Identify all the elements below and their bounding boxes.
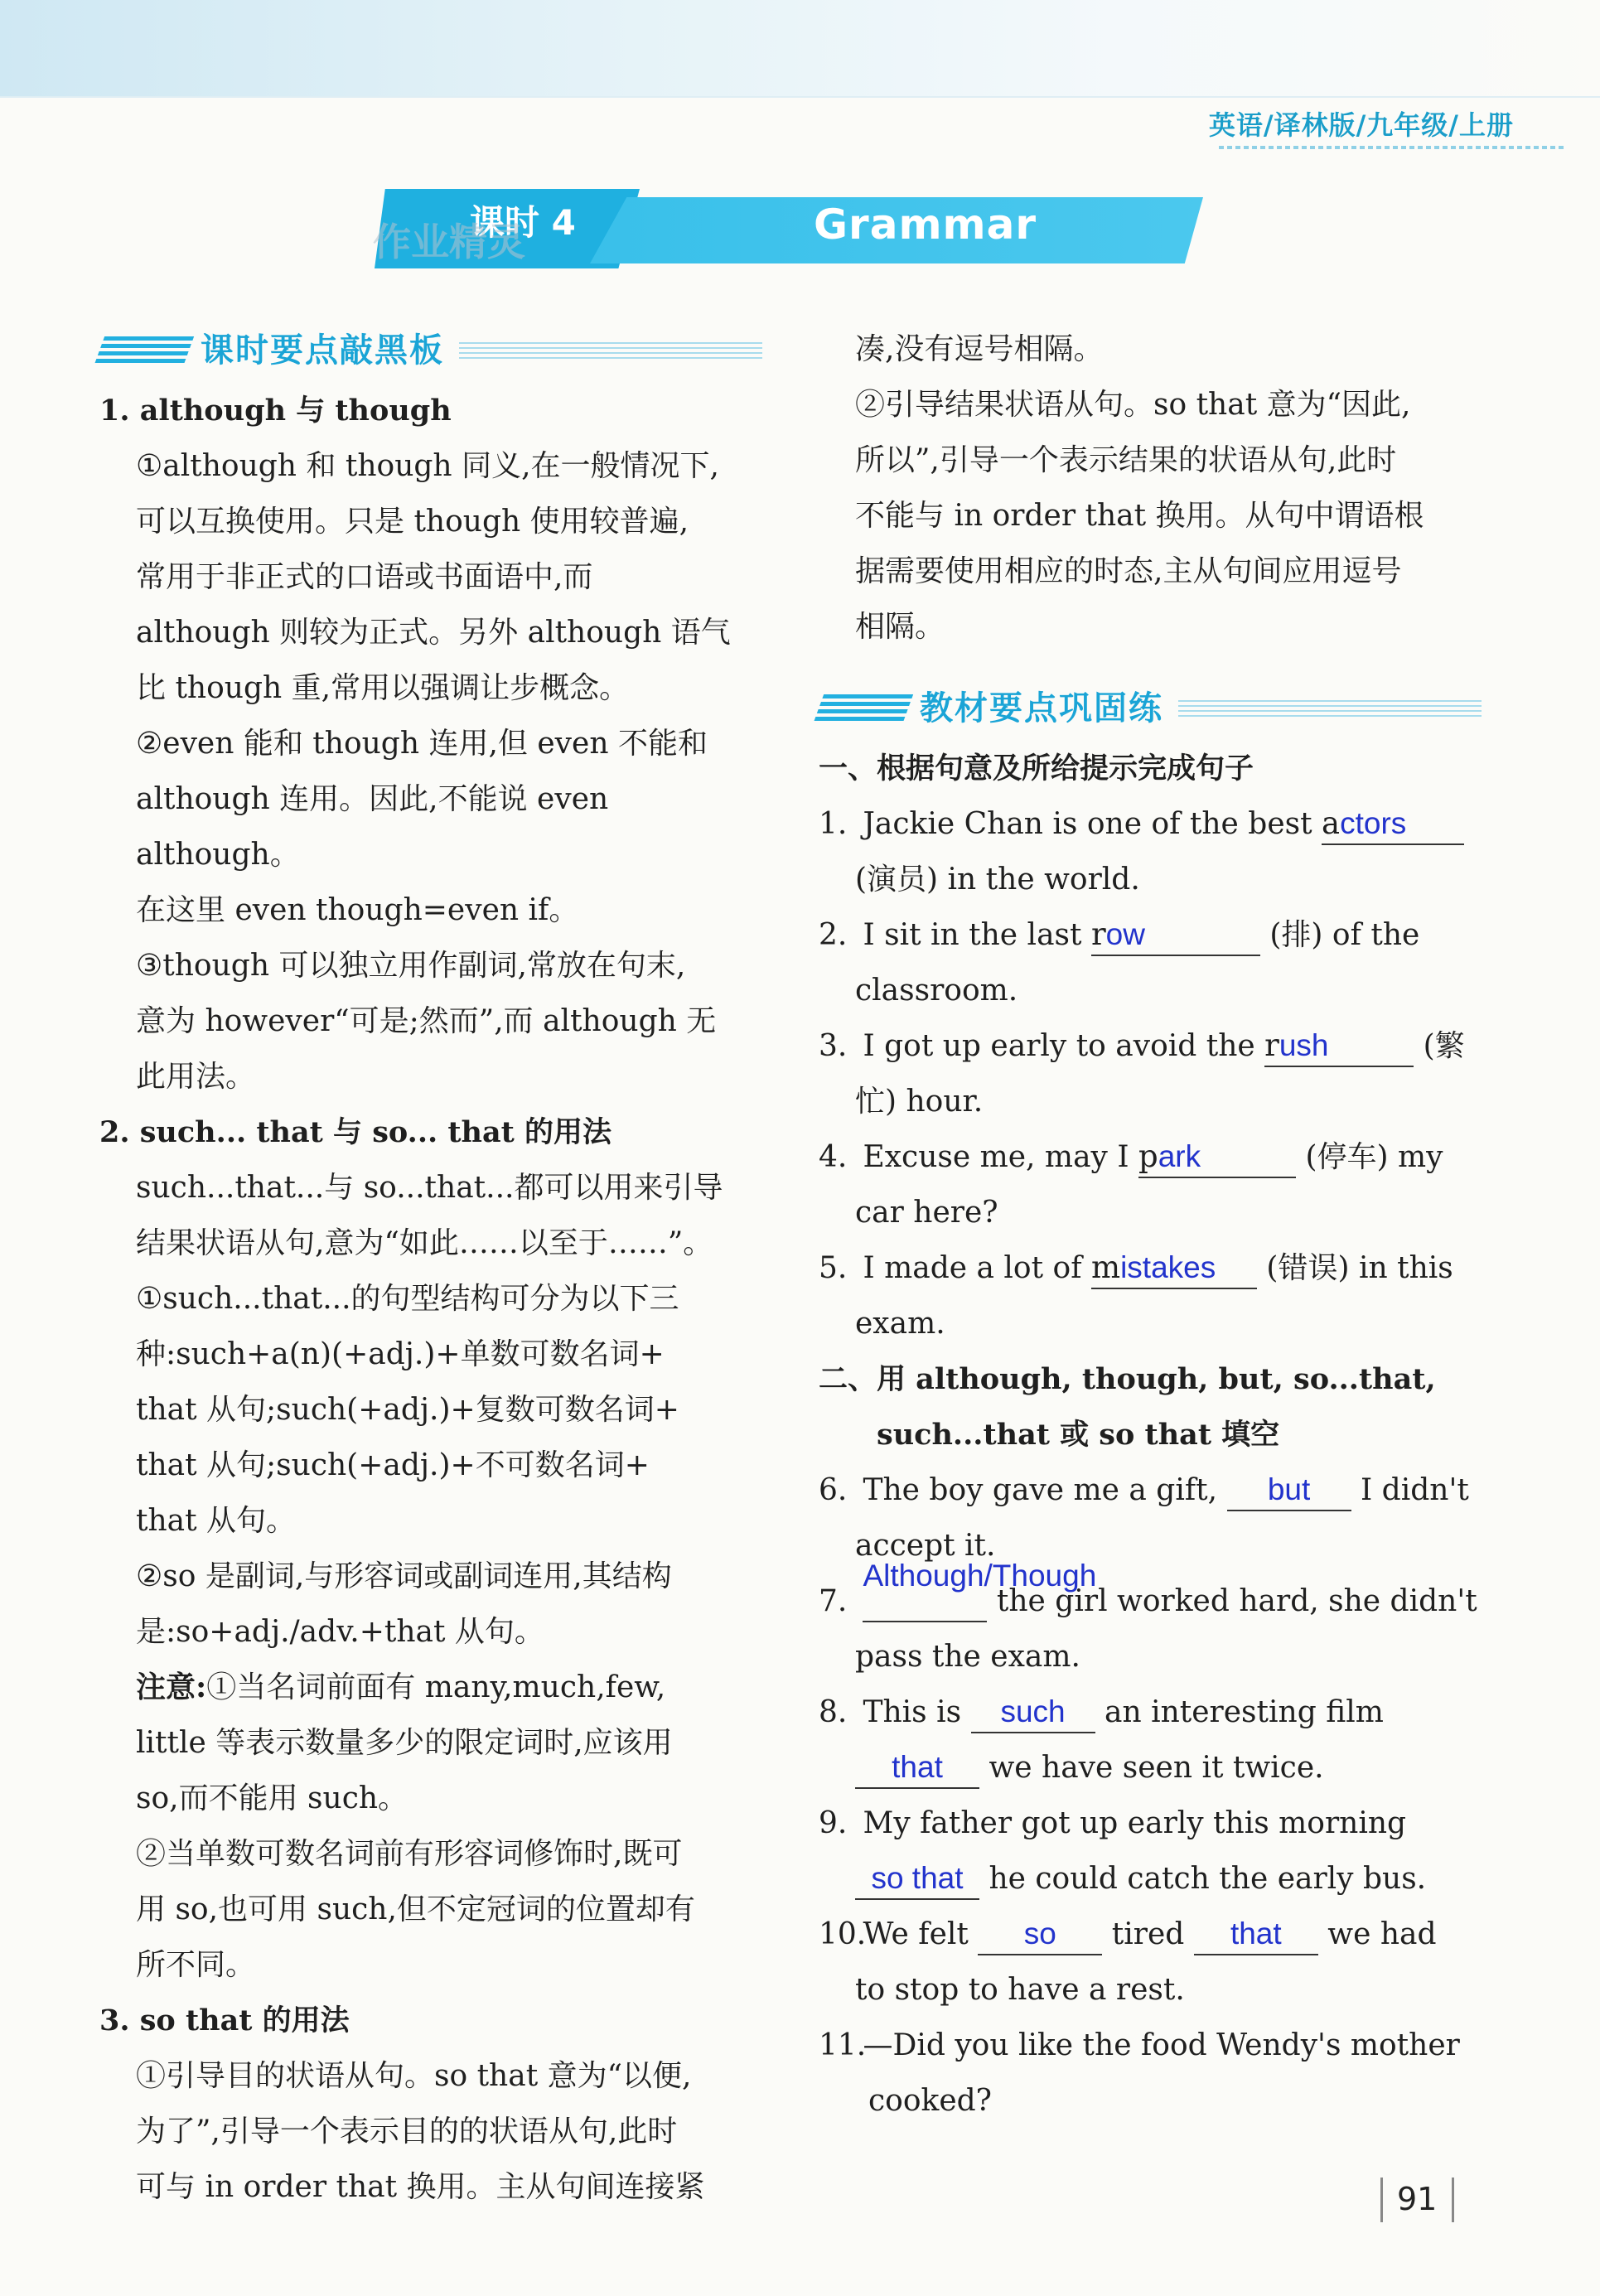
question-text: we had — [1327, 1917, 1437, 1951]
text-line: 据需要使用相应的时态,主从句间应用逗号 — [855, 554, 1402, 588]
question-text: Excuse me, may I — [863, 1140, 1129, 1174]
section-rule — [1178, 700, 1482, 717]
question-text: Jackie Chan is one of the best — [863, 807, 1312, 841]
text-line: 凑,没有逗号相隔。 — [855, 332, 1104, 366]
question-text: (排) of the — [1269, 918, 1420, 952]
stripes-icon — [94, 336, 194, 365]
text-line: 此用法。 — [136, 1060, 256, 1094]
question-11 — [819, 2018, 1482, 2073]
text-line: that 从句;such(+adj.)+不可数名词+ — [136, 1448, 650, 1482]
item-body — [99, 438, 762, 1104]
text-line: that 从句;such(+adj.)+复数可数名词+ — [136, 1393, 679, 1427]
text-line: 不能与 in order that 换用。从句中谓语根 — [855, 499, 1424, 533]
question-text: —Did you like the food Wendy's mother — [863, 2028, 1460, 2062]
section-rule — [459, 342, 762, 359]
answer-blank[interactable]: so that — [855, 1859, 979, 1900]
page-number-rule — [1452, 2178, 1454, 2222]
letter-hint: m — [1090, 1250, 1121, 1285]
text-line: 常用于非正式的口语或书面语中,而 — [136, 560, 593, 594]
answer-blank[interactable]: but — [1227, 1470, 1351, 1511]
question-10 — [819, 1907, 1482, 1962]
question-text: I sit in the last — [863, 918, 1082, 952]
question-number: 8. — [819, 1695, 848, 1729]
question-text: we have seen it twice. — [989, 1751, 1324, 1785]
text-line: 为了”,引导一个表示目的的状语从句,此时 — [136, 2115, 678, 2149]
text-line: 是:so+adj./adv.+that 从句。 — [136, 1615, 544, 1649]
answer-blank[interactable]: that — [855, 1747, 979, 1789]
question-text: This is — [863, 1695, 962, 1729]
letter-hint: a — [1322, 805, 1341, 841]
question-5 — [819, 1240, 1482, 1296]
text-line: ②当单数可数名词前有形容词修饰时,既可 — [136, 1837, 683, 1871]
question-text: an interesting film — [1104, 1695, 1384, 1729]
text-line: 意为 however“可是;然而”,而 although 无 — [136, 1004, 717, 1038]
question-text: (演员) in the world. — [855, 863, 1140, 897]
question-number: 4. — [819, 1140, 848, 1174]
question-text: The boy gave me a gift, — [863, 1473, 1218, 1507]
letter-hint: p — [1138, 1138, 1158, 1174]
section-title: 课时要点敲黑板 — [201, 331, 444, 370]
text-line: so,而不能用 such。 — [136, 1781, 408, 1815]
watermark-logo: 作业精灵 — [373, 220, 525, 264]
answer-blank[interactable] — [1264, 1026, 1414, 1067]
text-line: ②even 能和 though 连用,但 even 不能和 — [136, 727, 708, 761]
question-number: 1. — [819, 807, 848, 841]
item-title: 2. such... that 与 so... that 的用法 — [99, 1115, 612, 1149]
question-text: (错误) in this — [1266, 1251, 1453, 1285]
letter-hint: r — [1090, 916, 1106, 952]
text-line: ①引导目的状语从句。so that 意为“以便, — [136, 2059, 692, 2093]
question-9-cont — [819, 1851, 1482, 1907]
question-text: I got up early to avoid the — [863, 1029, 1255, 1063]
item-body — [99, 1160, 762, 1993]
text-line: 用 so,也可用 such,但不定冠词的位置却有 — [136, 1892, 695, 1926]
text-line: 所不同。 — [136, 1948, 256, 1982]
text-line: little 等表示数量多少的限定词时,应该用 — [136, 1726, 673, 1760]
item-body — [99, 2048, 762, 2215]
item-title: 1. although 与 though — [99, 394, 452, 428]
text-line: 可以互换使用。只是 though 使用较普遍, — [136, 505, 689, 539]
question-4 — [819, 1129, 1482, 1185]
part-title: 一、根据句意及所给提示完成句子 — [819, 752, 1254, 785]
question-9 — [819, 1796, 1482, 1851]
answer-blank[interactable] — [1322, 804, 1464, 845]
question-1 — [819, 796, 1482, 852]
lesson-label: 课时 4 — [470, 202, 576, 243]
note-line — [136, 1660, 762, 1715]
text-line: 可与 in order that 换用。主从句间连接紧 — [136, 2170, 705, 2204]
question-number: 6. — [819, 1473, 848, 1507]
question-number: 11. — [819, 2028, 867, 2062]
header-dotted-rule — [1219, 146, 1567, 149]
question-number: 5. — [819, 1251, 848, 1285]
text-line: although 连用。因此,不能说 even although。 — [136, 782, 609, 872]
question-8 — [819, 1685, 1482, 1740]
answer-text: istakes — [1120, 1250, 1216, 1284]
text-line: 比 though 重,常用以强调让步概念。 — [136, 671, 630, 705]
left-column — [99, 321, 762, 2215]
text-line: ②so 是副词,与形容词或副词连用,其结构 — [136, 1559, 672, 1593]
question-text: pass the exam. — [855, 1640, 1080, 1674]
note-text: ①当名词前面有 many,much,few, — [206, 1670, 666, 1704]
right-column — [819, 321, 1482, 2129]
part-title: 二、用 although, though, but, so...that, — [819, 1362, 1436, 1396]
stripes-icon — [814, 694, 913, 723]
question-text: accept it. — [855, 1529, 996, 1563]
question-number: 7. — [819, 1584, 848, 1618]
question-text: tired — [1111, 1917, 1185, 1951]
question-3 — [819, 1018, 1482, 1074]
question-text: (繁 — [1423, 1029, 1465, 1063]
question-8-cont — [819, 1740, 1482, 1796]
answer-blank[interactable] — [1138, 1137, 1296, 1178]
answer-text: ow — [1105, 917, 1145, 951]
text-line: ①such...that...的句型结构可分为以下三 — [136, 1282, 679, 1316]
lesson-title: Grammar — [814, 201, 1037, 249]
note-label: 注意: — [136, 1670, 207, 1704]
text-line: that 从句。 — [136, 1504, 297, 1538]
text-line: 在这里 even though=even if。 — [136, 893, 579, 927]
question-text: exam. — [855, 1307, 945, 1341]
question-text: I made a lot of — [863, 1251, 1082, 1285]
item-title: 3. so that 的用法 — [99, 2004, 350, 2037]
answer-blank[interactable] — [1091, 915, 1260, 956]
text-line: ①although 和 though 同义,在一般情况下, — [136, 449, 719, 483]
section-title: 教材要点巩固练 — [920, 689, 1163, 727]
question-text: I didn't — [1360, 1473, 1469, 1507]
question-text: 忙) hour. — [855, 1085, 984, 1119]
subject-header: 英语/译林版/九年级/上册 — [1208, 109, 1514, 141]
text-line: such...that...与 so...that...都可以用来引导 — [136, 1171, 723, 1205]
answer-blank[interactable] — [863, 1559, 1097, 1622]
answer-text: Although/Though — [863, 1559, 1097, 1593]
question-text: We felt — [863, 1917, 969, 1951]
text-line: 相隔。 — [855, 610, 945, 644]
question-text: he could catch the early bus. — [989, 1862, 1427, 1896]
text-line: 所以”,引导一个表示结果的状语从句,此时 — [855, 443, 1397, 477]
question-number: 10. — [819, 1917, 867, 1951]
section-header-key-points — [99, 321, 762, 379]
answer-blank[interactable] — [1091, 1248, 1257, 1289]
question-6 — [819, 1462, 1482, 1518]
question-text: cooked? — [868, 2084, 992, 2118]
answer-text: ush — [1279, 1028, 1329, 1062]
question-text: car here? — [855, 1196, 998, 1230]
continued-text — [819, 321, 1482, 655]
answer-blank[interactable]: that — [1194, 1914, 1318, 1955]
text-line: ②引导结果状语从句。so that 意为“因此, — [855, 388, 1411, 422]
question-number: 9. — [819, 1806, 848, 1840]
letter-hint: r — [1264, 1027, 1279, 1063]
answer-text: ctors — [1340, 806, 1407, 840]
answer-blank[interactable]: so — [978, 1914, 1102, 1955]
question-text: My father got up early this morning — [863, 1806, 1407, 1840]
section-header-exercises — [819, 679, 1482, 737]
question-number: 3. — [819, 1029, 848, 1063]
answer-text: ark — [1158, 1139, 1201, 1173]
question-text: classroom. — [855, 974, 1018, 1008]
text-line: although 则较为正式。另外 although 语气 — [136, 616, 731, 650]
question-7 — [819, 1559, 1482, 1629]
page-number-rule — [1380, 2178, 1383, 2222]
question-text: to stop to have a rest. — [855, 1973, 1185, 2007]
question-2 — [819, 907, 1482, 963]
page-number: 91 — [1397, 2181, 1438, 2217]
question-number: 2. — [819, 918, 848, 952]
text-line: 结果状语从句,意为“如此……以至于……”。 — [136, 1226, 713, 1260]
question-text: (停车) my — [1305, 1140, 1443, 1174]
answer-blank[interactable]: such — [971, 1692, 1095, 1733]
text-line: ③though 可以独立用作副词,常放在句末, — [136, 949, 686, 983]
top-band — [0, 0, 1600, 98]
question-text: the girl worked hard, she didn't — [996, 1584, 1477, 1618]
part-title-cont: such...that 或 so that 填空 — [877, 1418, 1280, 1452]
text-line: 种:such+a(n)(+adj.)+单数可数名词+ — [136, 1337, 665, 1371]
